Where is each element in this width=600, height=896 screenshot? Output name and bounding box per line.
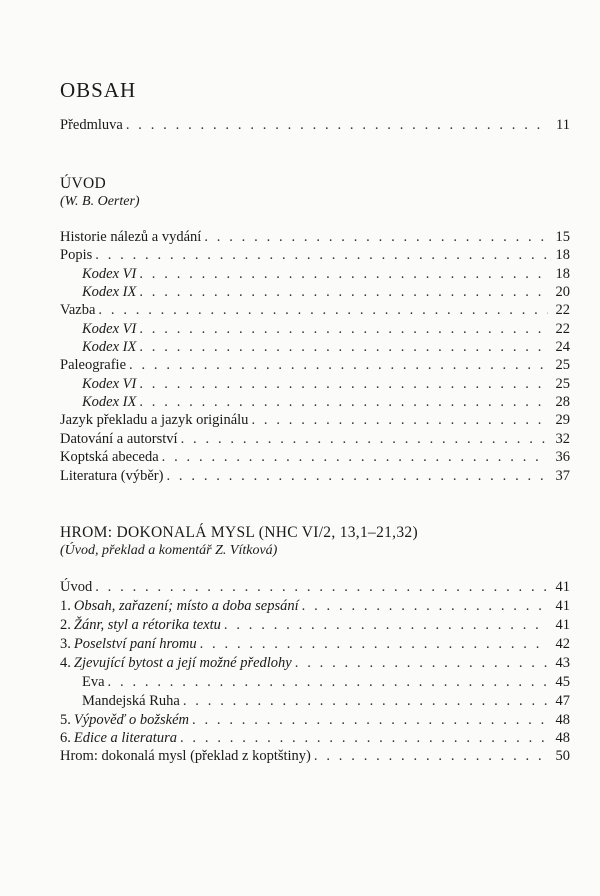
entry-page: 22	[555, 321, 570, 337]
toc-entry[interactable]	[60, 467, 570, 486]
entry-title: Kodex VI	[82, 266, 137, 282]
dot-leader	[108, 673, 548, 692]
entry-page: 47	[555, 693, 570, 709]
section-heading-hrom	[60, 523, 570, 560]
entry-title: Kodex IX	[82, 284, 137, 300]
toc-subentry[interactable]	[82, 265, 570, 284]
toc-entry[interactable]	[60, 228, 570, 247]
entry-title: Jazyk překladu a jazyk originálu	[60, 412, 249, 428]
entry-title: Paleografie	[60, 357, 127, 373]
entry-title: Výpověď o božském	[73, 712, 189, 728]
toc-entry[interactable]	[60, 246, 570, 265]
entry-title: Edice a literatura	[73, 730, 177, 746]
dot-leader	[192, 711, 548, 730]
entry-page: 41	[555, 598, 570, 614]
entry-title: Úvod	[60, 579, 93, 595]
entry-page: 25	[555, 357, 570, 373]
toc-entry[interactable]	[60, 654, 570, 673]
toc-subentry[interactable]	[82, 320, 570, 339]
dot-leader	[139, 393, 548, 412]
dot-leader	[251, 411, 548, 430]
dot-leader	[200, 635, 548, 654]
entry-page: 45	[555, 674, 570, 690]
dot-leader	[139, 338, 548, 357]
toc-entry[interactable]	[60, 301, 570, 320]
entry-number: 4.	[60, 655, 71, 671]
toc-subentry[interactable]	[82, 673, 570, 692]
entry-number: 5.	[60, 712, 71, 728]
toc-entry[interactable]	[60, 411, 570, 430]
dot-leader	[139, 265, 548, 284]
section-title: HROM: DOKONALÁ MYSL (NHC VI/2, 13,1–21,32)	[60, 524, 418, 541]
entry-title: Historie nálezů a vydání	[60, 229, 202, 245]
entry-page: 37	[555, 468, 570, 484]
entry-title: Kodex IX	[82, 339, 137, 355]
entry-number: 2.	[60, 617, 71, 633]
section-title: ÚVOD	[60, 175, 106, 192]
toc-entry[interactable]	[60, 635, 570, 654]
entry-page: 48	[555, 712, 570, 728]
entry-number: 1.	[60, 598, 71, 614]
toc-subentry[interactable]	[82, 692, 570, 711]
entry-title: Předmluva	[60, 117, 123, 133]
dot-leader	[183, 692, 548, 711]
entry-page: 41	[555, 579, 570, 595]
entry-page: 28	[555, 394, 570, 410]
toc-entry[interactable]	[60, 448, 570, 467]
entry-number: 6.	[60, 730, 71, 746]
dot-leader	[166, 467, 548, 486]
dot-leader	[139, 375, 548, 394]
toc-entry[interactable]	[60, 578, 570, 597]
toc-entry[interactable]	[60, 711, 570, 730]
entry-title: Kodex VI	[82, 321, 137, 337]
entry-title: Mandejská Ruha	[82, 693, 180, 709]
entry-title: Koptská abeceda	[60, 449, 159, 465]
entry-number: 3.	[60, 636, 71, 652]
entry-title: Žánr, styl a rétorika textu	[73, 617, 221, 633]
toc-entry[interactable]	[60, 597, 570, 616]
toc-subentry[interactable]	[82, 393, 570, 412]
entry-title: Obsah, zařazení; místo a doba sepsání	[73, 598, 299, 614]
entry-page: 43	[555, 655, 570, 671]
dot-leader	[180, 729, 548, 748]
toc-subentry[interactable]	[82, 338, 570, 357]
entry-title: Hrom: dokonalá mysl (překlad z koptštiny)	[60, 748, 311, 764]
dot-leader	[295, 654, 548, 673]
dot-leader	[129, 356, 548, 375]
section-heading-uvod	[60, 174, 570, 211]
entry-page: 48	[555, 730, 570, 746]
section-subtitle: (Úvod, překlad a komentář Z. Vítková)	[60, 543, 278, 558]
entry-page: 15	[555, 229, 570, 245]
section-subtitle: (W. B. Oerter)	[60, 194, 140, 209]
entry-page: 11	[556, 117, 570, 133]
dot-leader	[162, 448, 548, 467]
toc-entry[interactable]	[60, 747, 570, 766]
entry-page: 36	[555, 449, 570, 465]
entry-title: Poselství paní hromu	[73, 636, 197, 652]
entry-page: 42	[555, 636, 570, 652]
entry-title: Zjevující bytost a její možné předlohy	[73, 655, 292, 671]
page-title: OBSAH	[60, 78, 137, 102]
entry-title: Kodex IX	[82, 394, 137, 410]
dot-leader	[126, 116, 548, 135]
dot-leader	[204, 228, 548, 247]
toc-entry[interactable]	[60, 430, 570, 449]
dot-leader	[139, 283, 548, 302]
entry-page: 50	[555, 748, 570, 764]
entry-title: Datování a autorství	[60, 431, 178, 447]
entry-page: 29	[555, 412, 570, 428]
dot-leader	[98, 301, 548, 320]
entry-page: 20	[555, 284, 570, 300]
toc-subentry[interactable]	[82, 375, 570, 394]
entry-title: Popis	[60, 247, 93, 263]
toc-entry[interactable]	[60, 729, 570, 748]
entry-page: 24	[555, 339, 570, 355]
dot-leader	[224, 616, 548, 635]
dot-leader	[302, 597, 548, 616]
toc-entry[interactable]	[60, 616, 570, 635]
entry-page: 41	[555, 617, 570, 633]
dot-leader	[139, 320, 548, 339]
entry-title: Literatura (výběr)	[60, 468, 164, 484]
toc-entry[interactable]	[60, 356, 570, 375]
entry-page: 22	[555, 302, 570, 318]
toc-subentry[interactable]	[82, 283, 570, 302]
entry-page: 18	[555, 266, 570, 282]
dot-leader	[95, 246, 548, 265]
entry-page: 32	[555, 431, 570, 447]
entry-title: Vazba	[60, 302, 96, 318]
entry-title: Kodex VI	[82, 376, 137, 392]
toc-entry-preface[interactable]	[60, 116, 570, 135]
entry-title: Eva	[82, 674, 105, 690]
dot-leader	[95, 578, 548, 597]
dot-leader	[314, 747, 548, 766]
entry-page: 25	[555, 376, 570, 392]
entry-page: 18	[555, 247, 570, 263]
dot-leader	[181, 430, 548, 449]
